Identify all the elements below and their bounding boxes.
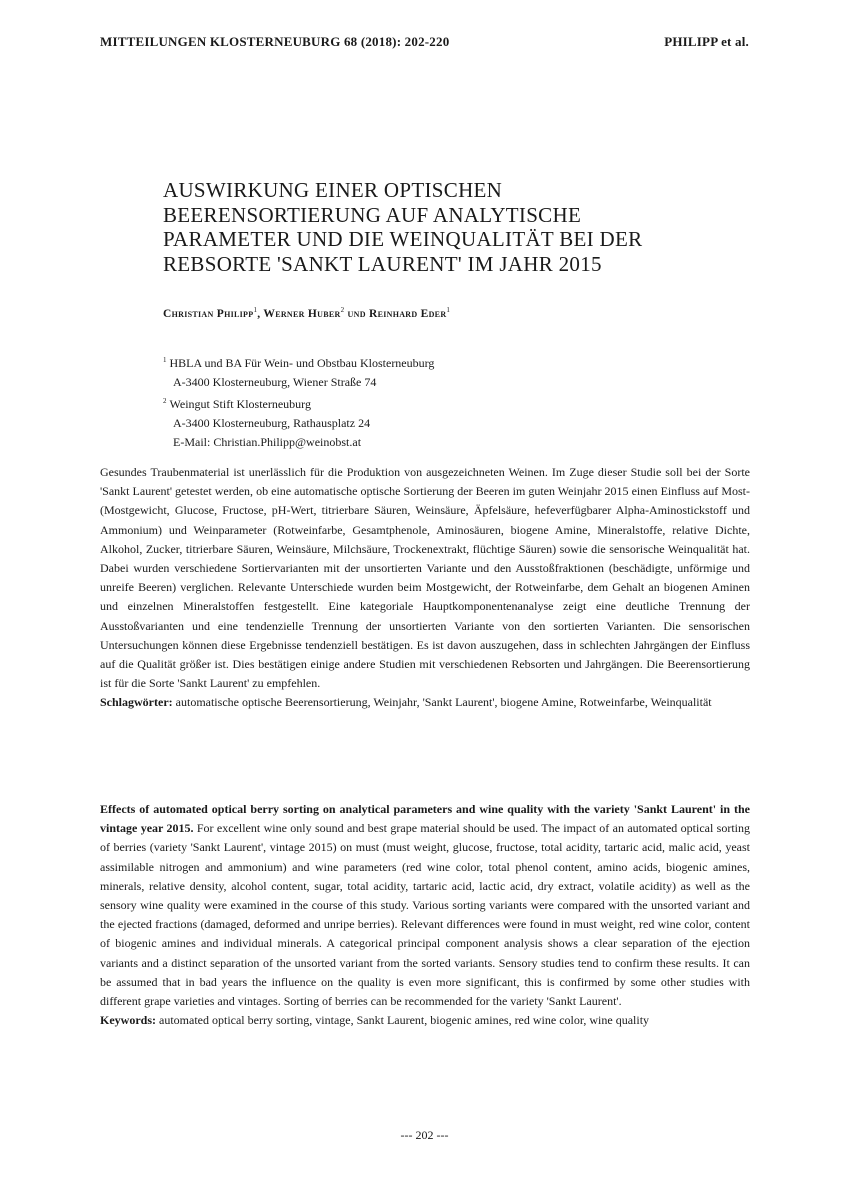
keywords-text: automated optical berry sorting, vintage, Sankt Laurent, biogenic amines, red wine color, wine quality <box>159 1013 650 1028</box>
affiliation-mark: 1 <box>163 356 167 364</box>
abstract-german-text: Gesundes Traubenmaterial ist unerlässlich für die Produktion von ausgezeichneten Weinen. Im Zuge dieser Studie soll bei der Sorte 'Sankt Laurent' getestet werden, ob eine automatische optische Sortierung der Beeren im guten Weinjahr 2015 einen Einfluss auf Most- (Mostgewicht, Glucose, Fructose, pH-Wert, titrierbare Säuren, Weinsäure, Äpfelsäure, hefeverfügbarer Alpha-Aminostickstoff und Ammonium) und Weinparameter (Rotweinfarbe, Gesamtphenole, Aminosäuren, biogene Amine, Mineralstoffe, relative Dichte, Alkohol, Zucker, titrierbare Säuren, Weinsäure, Milchsäure, Trockenextrakt, flüchtige Säuren) sowie die sensorische Weinqualität hat. Dabei wurden verschiedene Sortiervarianten mit der unsortierten Variante und den Ausstoßfraktionen (beschädigte, unförmige und unreife Beeren) verglichen. Relevante Unterschiede wurden beim Mostgewicht, der Rotweinfarbe, dem Gehalt an biogenen Aminen und einzelnen Mineralstoffen festgestellt. Eine kategoriale Hauptkomponentenanalyse zeigt eine deutliche Trennung der Ausstoßvarianten und eine tendenzielle Trennung der unsortierten Variante von den sortierten Varianten. Die sensorischen Untersuchungen können diese Ergebnisse tendenziell bestätigen. Es ist davon auszugehen, dass in schlechten Jahrgängen der Einfluss auf die Qualität größer ist. Dies bestätigen einige andere Studien mit verschiedenen Rebsorten und Jahrgängen. Die Beerensortierung ist für die Sorte 'Sankt Laurent' zu empfehlen. <box>100 465 750 691</box>
author-name: Reinhard Eder <box>368 307 447 320</box>
title-line: PARAMETER UND DIE WEINQUALITÄT BEI DER <box>163 227 643 251</box>
keywords-english <box>100 1011 750 1030</box>
affiliation-text: HBLA und BA Für Wein- und Obstbau Klosterneuburg <box>169 356 435 370</box>
abstract-english-body <box>100 800 750 1011</box>
author-affiliation-mark: 1 <box>446 306 451 314</box>
author-name: Werner Huber <box>263 307 341 320</box>
author-name: Christian Philipp <box>163 307 254 320</box>
affiliation-line <box>163 392 434 414</box>
journal-citation: MITTEILUNGEN KLOSTERNEUBURG 68 (2018): 202-220 <box>100 34 450 49</box>
page-number: --- 202 --- <box>400 1128 449 1142</box>
affiliation-line <box>163 373 434 392</box>
article-title <box>163 178 723 276</box>
author-separator: , <box>257 307 264 320</box>
affiliation-text: Weingut Stift Klosterneuburg <box>169 397 311 411</box>
affiliation-text: E-Mail: Christian.Philipp@weinobst.at <box>173 435 362 449</box>
affiliation-text: A-3400 Klosterneuburg, Rathausplatz 24 <box>173 416 371 430</box>
keywords-label: Keywords: <box>100 1013 156 1028</box>
abstract-english-text: For excellent wine only sound and best grape material should be used. The impact of an automated optical sorting of berries (variety 'Sankt Laurent', vintage 2015) on must (must weight, glucose, fructose, total acidity, tartaric acid, malic acid, yeast assimilable nitrogen and ammonium) and wine parameters (red wine color, total phenol content, amino acids, biogenic amines, minerals, relative density, alcohol content, sugar, total acidity, tartaric acid, lactic acid, dry extract, volatile acidity) as well as the sensory wine quality were examined in the course of this study. Various sorting variants were compared with the unsorted variant and the ejected fractions (damaged, deformed and unripe berries). Relevant differences were found in must weight, red wine color, content of biogenic amines and individual minerals. A categorical principal component analysis shows a clear separation of the ejection variants and a distinct separation of the unsorted variant from the sorted variants. Sensory studies tend to confirm these results. It can be assumed that in bad years the influence on the quality is even more significant, this is confirmed by some other studies with different grape varieties and vintages. Sorting of berries can be recommended for the variety 'Sankt Laurent'. <box>100 821 751 1009</box>
affiliation-text: A-3400 Klosterneuburg, Wiener Straße 74 <box>173 375 377 389</box>
title-line: AUSWIRKUNG EINER OPTISCHEN <box>163 178 503 202</box>
author-conjunction: und <box>344 307 369 320</box>
title-line: REBSORTE 'SANKT LAURENT' IM JAHR 2015 <box>163 251 602 276</box>
english-title: Effects of automated optical berry sorting on analytical parameters and wine quality with the variety 'Sankt Laurent' in the vintage year 2015. <box>100 802 750 836</box>
keywords-german <box>100 693 750 712</box>
running-author: PHILIPP et al. <box>664 34 749 49</box>
abstract-german <box>100 463 750 713</box>
affiliation-block <box>163 351 434 452</box>
author-affiliation-mark: 1 <box>253 306 258 314</box>
author-list <box>163 306 450 320</box>
keywords-label: Schlagwörter: <box>100 695 173 710</box>
affiliation-line <box>163 414 434 433</box>
keywords-text: automatische optische Beerensortierung, Weinjahr, 'Sankt Laurent', biogene Amine, Rotweinfarbe, Weinqualität <box>175 695 712 710</box>
title-line: BEERENSORTIERUNG AUF ANALYTISCHE <box>163 202 582 227</box>
author-affiliation-mark: 2 <box>340 306 345 314</box>
contact-email <box>163 433 434 452</box>
affiliation-line <box>163 351 434 373</box>
abstract-english <box>100 800 750 1030</box>
running-head <box>100 34 749 50</box>
affiliation-mark: 2 <box>163 397 167 405</box>
